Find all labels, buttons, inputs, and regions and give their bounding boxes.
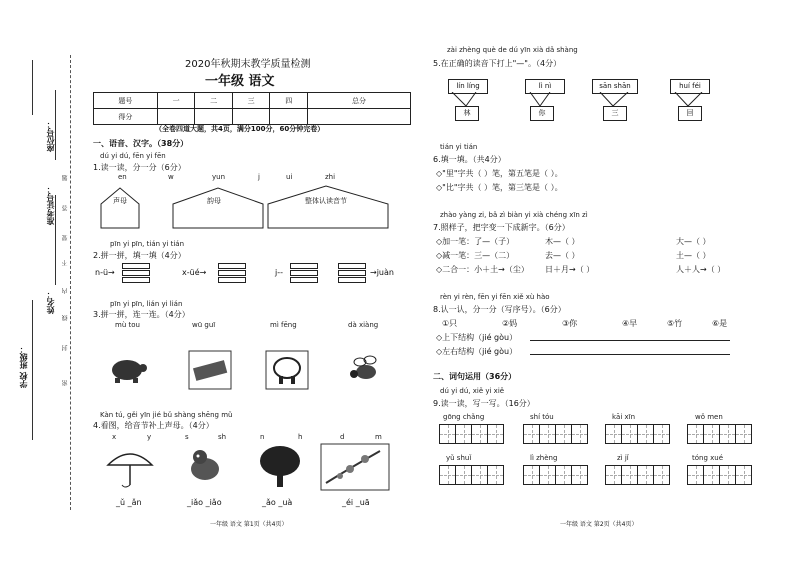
- exam-subtitle: 一年级 语文: [205, 74, 275, 89]
- q7-title: 7.照样子，把字变一下成新字。（6分）: [433, 223, 570, 232]
- pinyin-balloon: lì nì: [525, 79, 565, 94]
- q9-word: zì jǐ: [617, 454, 629, 462]
- q7-pinyin: zhào yàng zi, bǎ zì biàn yi xià chéng xīn zì: [440, 211, 588, 219]
- q4-pinyin: Kàn tú, gěi yīn jié bǔ shàng shēng mǔ: [100, 411, 233, 419]
- exam-title: 2020年秋期末教学质量检测: [185, 59, 311, 70]
- q9-word: tóng xué: [692, 454, 724, 462]
- name-label: 姓名：: [46, 290, 55, 314]
- q2-item: →juàn: [370, 268, 394, 277]
- answer-box[interactable]: [218, 263, 246, 284]
- q2-item: n-ü→: [95, 268, 115, 277]
- q8-struct-label: ◇上下结构（jié gòu）: [436, 333, 518, 342]
- seal-char: 内: [62, 288, 69, 294]
- q3-word: wū guī: [192, 321, 216, 329]
- q1-letter: j: [258, 173, 260, 181]
- writing-grid[interactable]: [524, 465, 588, 485]
- q8-pinyin: rèn yi rèn, fēn yi fēn xiě xù hào: [440, 293, 550, 301]
- q2-pinyin: pīn yi pīn, tián yi tián: [110, 240, 185, 248]
- score-cell[interactable]: [232, 109, 270, 125]
- bee-picture: [342, 348, 386, 390]
- q5-pinyin: zài zhèng què de dú yīn xià dǎ shàng: [447, 46, 578, 54]
- q6-line[interactable]: ◇"比"字共（ ）笔，第三笔是（ ）。: [436, 183, 563, 192]
- q4-letter: h: [298, 433, 303, 441]
- answer-box[interactable]: [290, 263, 318, 284]
- hut-label-finals: 韵母: [207, 197, 221, 205]
- writing-grid[interactable]: [688, 424, 752, 444]
- char-leaf: 三: [603, 106, 627, 121]
- answer-line[interactable]: [530, 354, 730, 355]
- plum-blossom-picture: [320, 443, 390, 491]
- q8-title: 8.认一认，分一分（写序号）。（6分）: [433, 305, 566, 314]
- writing-grid[interactable]: [440, 465, 504, 485]
- q2-title: 2.拼一拼，填一填（4分）: [93, 251, 186, 260]
- exam-number-label: 准考证号：: [46, 185, 55, 225]
- q9-word: wǒ men: [695, 413, 723, 421]
- score-table: [93, 92, 411, 125]
- q3-word: mù tou: [115, 321, 140, 329]
- log-picture: [188, 350, 232, 390]
- writing-grid[interactable]: [524, 424, 588, 444]
- writing-grid[interactable]: [688, 465, 752, 485]
- q7-cell[interactable]: 人＋人→（ ）: [676, 265, 726, 274]
- q4-letter: s: [185, 433, 189, 441]
- score-header: 二: [195, 93, 233, 109]
- q8-option: ②妈: [502, 319, 518, 328]
- q1-letter: en: [118, 173, 127, 181]
- q8-option: ①只: [442, 319, 458, 328]
- q1-letter: w: [168, 173, 174, 181]
- char-leaf: 林: [455, 106, 479, 121]
- school-class-label: 学校 班级：: [19, 345, 28, 388]
- q1-huts: [98, 184, 398, 234]
- q9-pinyin: dú yi dú, xiě yi xiě: [440, 387, 505, 395]
- score-header: 题号: [94, 93, 158, 109]
- pinyin-balloon: sān shān: [592, 79, 638, 94]
- seal-char: 要: [62, 235, 69, 241]
- q3-pinyin: pīn yi pīn, lián yi lián: [110, 300, 183, 308]
- answer-box[interactable]: [122, 263, 150, 284]
- q6-line[interactable]: ◇"里"字共（ ）笔，第五笔是（ ）。: [436, 169, 563, 178]
- q9-word: kāi xīn: [612, 413, 636, 421]
- q4-answer[interactable]: _ǔ _ǎn: [116, 498, 142, 507]
- q8-option: ④早: [622, 319, 638, 328]
- q1-pinyin: dú yi dú, fēn yi fēn: [100, 152, 166, 160]
- section2-title: 二、词句运用（36分）: [433, 372, 517, 381]
- seal-char: 线: [62, 315, 69, 321]
- hut-label-whole: 整体认读音节: [305, 197, 347, 205]
- page-footer-right: 一年级 语文 第2页（共4页）: [560, 521, 638, 528]
- score-cell[interactable]: [195, 109, 233, 125]
- seal-char: 答: [62, 205, 69, 211]
- score-cell[interactable]: [157, 109, 195, 125]
- q7-cell[interactable]: 土—（ ）: [676, 251, 711, 260]
- seal-char: 题: [62, 175, 69, 181]
- elephant-picture: [265, 350, 309, 390]
- q8-option: ⑥是: [712, 319, 728, 328]
- q5-title: 5.在正确的读音下打上"—"。（4分）: [433, 59, 562, 68]
- q8-option: ⑤竹: [667, 319, 683, 328]
- score-header: 四: [270, 93, 308, 109]
- q4-answer[interactable]: _iǎo _iǎo: [187, 498, 222, 507]
- score-header: 三: [232, 93, 270, 109]
- umbrella-picture: [104, 443, 156, 491]
- exam-note: （全卷四道大题，共4页，满分100分，60分钟完卷）: [155, 125, 325, 133]
- seal-char: 封: [62, 345, 69, 351]
- q9-word: yǔ shuǐ: [446, 454, 472, 462]
- q7-cell[interactable]: 去—（ ）: [545, 251, 580, 260]
- q4-title: 4.看图，给音节补上声母。（4分）: [93, 421, 214, 430]
- q8-option: ③你: [562, 319, 578, 328]
- q4-letter: n: [260, 433, 265, 441]
- binding-margin: [0, 0, 80, 561]
- turtle-picture: [105, 350, 149, 390]
- q2-item: j--: [275, 268, 283, 277]
- q4-answer[interactable]: _éi _uā: [342, 498, 370, 507]
- score-header: 总分: [308, 93, 411, 109]
- pinyin-balloon: lín líng: [448, 79, 488, 94]
- q4-letter: y: [147, 433, 152, 441]
- q4-letter: d: [340, 433, 345, 441]
- seal-char: 不: [62, 260, 69, 266]
- q7-cell[interactable]: 木—（ ）: [545, 237, 580, 246]
- section1-title: 一、语音、汉字。（38分）: [93, 139, 189, 148]
- q2-item: x-üé→: [182, 268, 207, 277]
- q4-letter: sh: [218, 433, 227, 441]
- char-leaf: 回: [678, 106, 702, 121]
- q9-title: 9.读一读，写一写。（16分）: [433, 399, 535, 408]
- q1-letter: ui: [286, 173, 293, 181]
- q7-cell: ◇加一笔：了—（子）: [436, 237, 515, 246]
- score-header: 一: [157, 93, 195, 109]
- q7-cell[interactable]: 日＋月→（ ）: [545, 265, 595, 274]
- q4-answer[interactable]: _ǎo _uà: [262, 498, 293, 507]
- q3-word: mì fēng: [270, 321, 297, 329]
- q6-title: 6.填一填。（共4分）: [433, 155, 506, 164]
- q1-letter: zhi: [325, 173, 336, 181]
- writing-grid[interactable]: [606, 424, 670, 444]
- q6-pinyin: tián yi tián: [440, 143, 478, 151]
- bird-picture: [180, 443, 230, 491]
- q1-letter: yun: [212, 173, 226, 181]
- score-row-label: 得分: [94, 109, 158, 125]
- q9-word: gōng chǎng: [443, 413, 485, 421]
- q3-word: dà xiàng: [348, 321, 379, 329]
- seat-label: 座位号：: [46, 120, 55, 152]
- pinyin-balloon: huí féi: [670, 79, 710, 94]
- score-cell[interactable]: [308, 109, 411, 125]
- tree-picture: [255, 443, 305, 491]
- q9-word: shí tóu: [530, 413, 554, 421]
- seal-char: 密: [62, 380, 69, 386]
- writing-grid[interactable]: [606, 465, 670, 485]
- answer-box[interactable]: [338, 263, 366, 284]
- q7-cell: ◇二合一：小＋土→（尘）: [436, 265, 529, 274]
- q3-title: 3.拼一拼，连一连。（4分）: [93, 310, 190, 319]
- writing-grid[interactable]: [440, 424, 504, 444]
- q9-word: lì zhèng: [530, 454, 558, 462]
- score-cell[interactable]: [270, 109, 308, 125]
- page-footer-left: 一年级 语文 第1页（共4页）: [210, 521, 288, 528]
- q7-cell[interactable]: 大—（ ）: [676, 237, 711, 246]
- answer-line[interactable]: [530, 340, 730, 341]
- q7-cell: ◇减一笔：三—（二）: [436, 251, 515, 260]
- q1-title: 1.读一读，分一分（6分）: [93, 163, 186, 172]
- q4-letter: x: [112, 433, 117, 441]
- char-leaf: 你: [530, 106, 554, 121]
- q4-letter: m: [375, 433, 382, 441]
- hut-label-initials: 声母: [113, 197, 127, 205]
- q8-struct-label: ◇左右结构（jié gòu）: [436, 347, 518, 356]
